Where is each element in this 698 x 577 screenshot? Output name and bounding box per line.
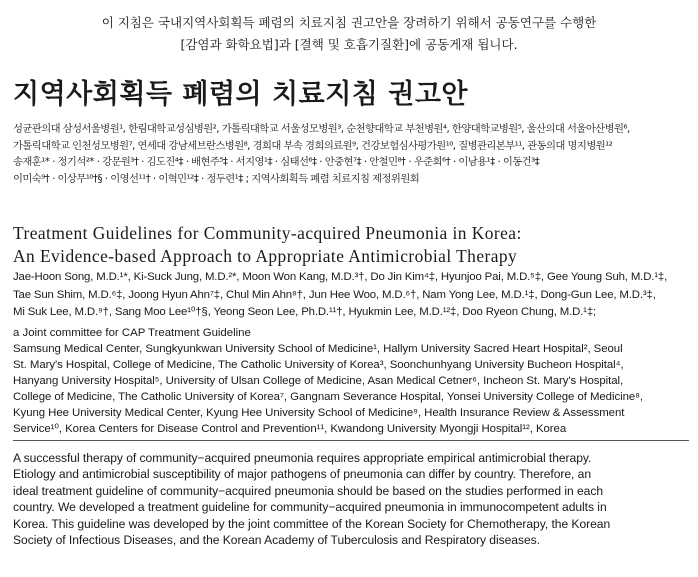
section-divider <box>13 440 689 441</box>
english-author-line: Jae-Hoon Song, M.D.¹*, Ki-Suck Jung, M.D.²*, Moon Won Kang, M.D.³†, Do Jin Kim⁴‡, Hyunjoo Pai, M.D.⁵‡, Gee Young Suh, M.D.¹‡, <box>13 271 668 283</box>
english-title <box>13 222 522 268</box>
abstract-line: Society of Infectious Diseases, and the Korean Academy of Tuberculosis and Respiratory diseases. <box>13 533 540 548</box>
english-affiliation-line: College of Medicine, The Catholic University of Korea⁷, Gangnam Severance Hospital, Yonsei University College of Medicine⁸, <box>13 390 644 403</box>
joint-committee-line: a Joint committee for CAP Treatment Guideline <box>13 327 251 339</box>
english-author-line: Tae Sun Shim, M.D.⁶‡, Joong Hyun Ahn⁷‡, Chul Min Ahn⁸†, Jun Hee Woo, M.D.⁶†, Nam Yong Lee, M.D.¹‡, Dong-Gun Lee, M.D.³‡, <box>13 288 656 301</box>
abstract-line: A successful therapy of community−acquired pneumonia requires appropriate empirical antimicrobial therapy. <box>13 451 592 465</box>
notice-line: [감염과 화학요법]과 [결핵 및 호흡기질환]에 공동게재 됩니다. <box>180 37 518 52</box>
english-author-list <box>13 269 689 322</box>
abstract-line: ideal treatment guideline of community−acquired pneumonia should be based on the studies performed in each <box>13 483 604 498</box>
notice-line: 이 지침은 국내지역사회획득 폐렴의 치료지침 권고안을 장려하기 위해서 공동연구를 수행한 <box>101 15 597 30</box>
co-publication-notice <box>0 12 698 56</box>
english-title-line: An Evidence-based Approach to Appropriate Antimicrobial Therapy <box>13 246 518 266</box>
korean-affiliation-line: 성균관의대 삼성서울병원¹, 한림대학교성심병원², 가톨릭대학교 서울성모병원³, 순천향대학교 부천병원⁴, 한양대학교병원⁵, 울산의대 서울아산병원⁶, <box>13 123 630 135</box>
abstract-line: country. We developed a treatment guideline for community−acquired pneumonia in immunocompetent adults in <box>13 500 607 515</box>
english-affiliation-line: Kyung Hee University Medical Center, Kyung Hee University School of Medicine⁹, Health Insurance Review & Assessment <box>13 406 625 419</box>
abstract-line: Korea. This guideline was developed by the joint committee of the Korean Society for Chemotherapy, the Korean <box>13 516 611 531</box>
english-affiliations <box>13 342 689 437</box>
abstract-line: Etiology and antimicrobial susceptibility of major pathogens of pneumonia can differ by country. Therefore, an <box>13 467 592 482</box>
korean-author-block <box>13 121 689 187</box>
english-affiliation-line: St. Mary's Hospital, College of Medicine, The Catholic University of Korea³, Soonchunhyang University Bucheon Hospital⁴, <box>13 358 624 371</box>
english-affiliation-line: Samsung Medical Center, Sungkyunkwan University School of Medicine¹, Hallym University Sacred Heart Hospital², Seoul <box>13 343 623 355</box>
korean-author-line: 이미숙⁹† · 이상무¹⁰†§ · 이영선¹¹† · 이혁민¹²‡ · 정두련¹‡ ; 지역사회획득 폐렴 치료지침 제정위원회 <box>13 172 420 185</box>
english-title-line: Treatment Guidelines for Community-acquired Pneumonia in Korea: <box>13 223 522 243</box>
abstract <box>13 450 689 548</box>
english-affiliation-line: Service¹⁰, Korea Centers for Disease Control and Prevention¹¹, Kwandong University Myongji Hospital¹², Korea <box>13 422 567 435</box>
english-author-line: Mi Suk Lee, M.D.⁹†, Sang Moo Lee¹⁰†§, Yeong Seon Lee, Ph.D.¹¹†, Hyukmin Lee, M.D.¹²‡, Doo Ryeon Chung, M.D.¹‡; <box>13 306 597 318</box>
korean-affiliation-line: 가톨릭대학교 인천성모병원⁷, 연세대 강남세브란스병원⁸, 경희대 부속 경희의료원⁹, 건강보험심사평가원¹⁰, 질병관리본부¹¹, 관동의대 명지병원¹² <box>13 139 613 152</box>
korean-author-line: 송재훈¹* · 정기석²* · 강문원³† · 김도진⁴‡ · 배현주⁵‡ · 서지영¹‡ · 심태선⁶‡ · 안중현⁷‡ · 안철민⁸† · 우준희⁶† · 이남용¹‡ · 이동건³‡ <box>13 156 540 169</box>
english-affiliation-line: Hanyang University Hospital⁵, University of Ulsan College of Medicine, Asan Medical Cetner⁶, Incheon St. Mary's Hospital, <box>13 374 624 387</box>
korean-title: 지역사회획득 폐렴의 치료지침 권고안 <box>13 79 469 110</box>
